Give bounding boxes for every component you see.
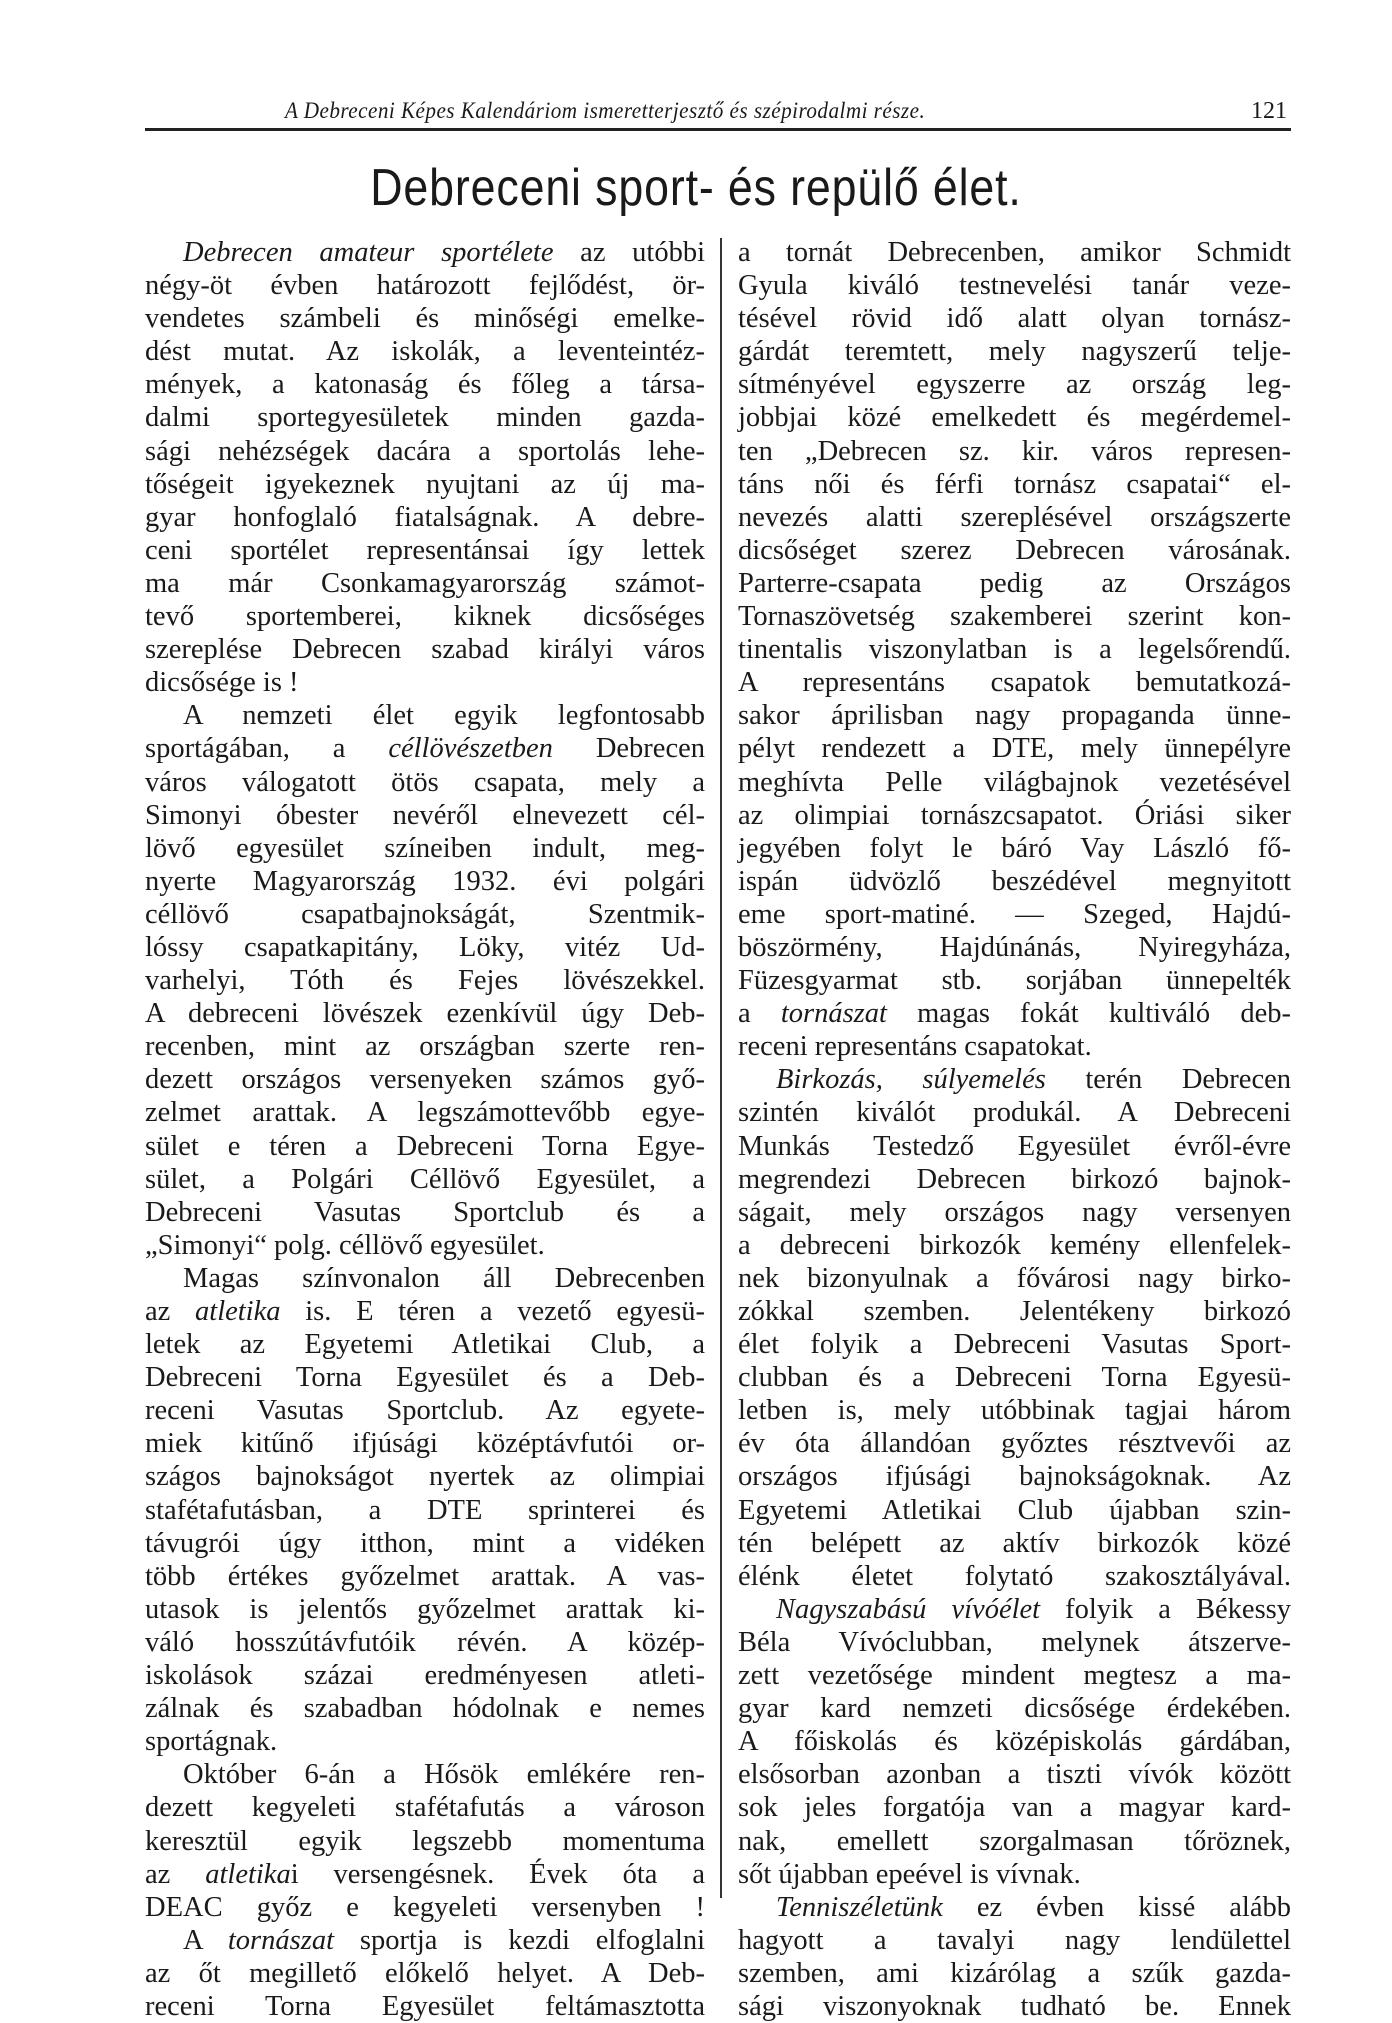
text-line: szereplése Debrecen szabad királyi város xyxy=(145,634,705,666)
text-line: táns női és férfi tornász csapatai“ el- xyxy=(738,468,1291,500)
text-line: DEAC győz e kegyeleti versenyben ! xyxy=(145,1891,705,1923)
text-line: ceni sportélet representánsai így lettek xyxy=(145,534,705,566)
text-line: céllövő csapatbajnokságát, Szentmik- xyxy=(145,898,705,930)
text-line: sági nehézségek dacára a sportolás lehe- xyxy=(145,435,705,467)
text-line: sület, a Polgári Céllövő Egyesület, a xyxy=(145,1163,705,1195)
text-line: letek az Egyetemi Atletikai Club, a xyxy=(145,1329,705,1361)
running-head xyxy=(145,98,1291,131)
text-line: gyar kard nemzeti dicsősége érdekében. xyxy=(738,1693,1291,1725)
text-line: élet folyik a Debreceni Vasutas Sport- xyxy=(738,1329,1291,1361)
right-column xyxy=(738,236,1291,2023)
text-line: Munkás Testedző Egyesület évről-évre xyxy=(738,1130,1291,1162)
text-line: tésével rövid idő alatt olyan tornász- xyxy=(738,303,1291,335)
text-line: iskolások százai eredményesen atleti- xyxy=(145,1660,705,1692)
text-line: hagyott a tavalyi nagy lendülettel xyxy=(738,1924,1291,1956)
text-line: sület e téren a Debreceni Torna Egye- xyxy=(145,1130,705,1162)
text-line: országos ifjúsági bajnokságoknak. Az xyxy=(738,1461,1291,1493)
text-line: nek bizonyulnak a fővárosi nagy birko- xyxy=(738,1262,1291,1294)
text-line: zelmet arattak. A legszámottevőbb egye- xyxy=(145,1097,705,1129)
text-line: dést mutat. Az iskolák, a leventeintéz- xyxy=(145,336,705,368)
text-line: receni representáns csapatokat. xyxy=(738,1031,1092,1063)
text-line: pélyt rendezett a DTE, mely ünnepélyre xyxy=(738,733,1291,765)
text-line: sok jeles forgatója van a magyar kard- xyxy=(738,1792,1291,1824)
text-line: év óta állandóan győztes résztvevői az xyxy=(738,1428,1291,1460)
text-line: ten „Debrecen sz. kir. város represen- xyxy=(738,435,1291,467)
text-line: dicsősége is ! xyxy=(145,667,299,699)
text-line: város válogatott ötös csapata, mely a xyxy=(145,766,705,798)
text-line: A főiskolás és középiskolás gárdában, xyxy=(738,1726,1291,1758)
text-line: miek kitűnő ifjúsági középtávfutói or- xyxy=(145,1428,705,1460)
text-line: mények, a katonaság és főleg a társa- xyxy=(145,369,705,401)
text-line: eme sport-matiné. — Szeged, Hajdú- xyxy=(738,898,1291,930)
text-line: receni Torna Egyesület feltámasztotta xyxy=(145,1990,705,2022)
text-line: A tornászat sportja is kezdi elfoglalni xyxy=(183,1924,705,1956)
text-line: A nemzeti élet egyik legfontosabb xyxy=(183,700,705,732)
text-line: szintén kiválót produkál. A Debreceni xyxy=(738,1097,1291,1129)
text-line: Egyetemi Atletikai Club újabban szin- xyxy=(738,1494,1291,1526)
text-line: gyar honfoglaló fiatalságnak. A debre- xyxy=(145,501,705,533)
text-line: Debreceni Vasutas Sportclub és a xyxy=(145,1196,705,1228)
text-line: Magas színvonalon áll Debrecenben xyxy=(183,1262,705,1294)
text-line: varhelyi, Tóth és Fejes lövészekkel. xyxy=(145,965,705,997)
text-line: szágos bajnokságot nyertek az olimpiai xyxy=(145,1461,705,1493)
text-line: nyerte Magyarország 1932. évi polgári xyxy=(145,865,705,897)
text-line: sportágnak. xyxy=(145,1726,278,1758)
column-divider xyxy=(720,238,722,1898)
text-line: az atletika is. E téren a vezető egyesü- xyxy=(145,1296,705,1327)
text-line: Nagyszabású vívóélet folyik a Békessy xyxy=(776,1593,1292,1625)
text-line: Birkozás, súlyemelés terén Debrecen xyxy=(776,1064,1291,1096)
text-line: távugrói úgy itthon, mint a vidéken xyxy=(145,1527,705,1559)
text-line: tevő sportemberei, kiknek dicsőséges xyxy=(145,601,705,633)
page-number: 121 xyxy=(1251,98,1287,124)
text-line: Simonyi óbester nevéről elnevezett cél- xyxy=(145,799,705,831)
text-line: ma már Csonkamagyarország számot- xyxy=(145,567,705,599)
text-line: dezett országos versenyeken számos győ- xyxy=(145,1064,705,1096)
text-line: ságait, mely országos nagy versenyen xyxy=(738,1196,1291,1228)
text-line: négy-öt évben határozott fejlődést, ör- xyxy=(145,270,705,302)
text-line: a debreceni birkozók kemény ellenfelek- xyxy=(738,1229,1291,1261)
text-line: Október 6-án a Hősök emlékére ren- xyxy=(183,1759,705,1791)
text-line: több értékes győzelmet arattak. A vas- xyxy=(145,1560,705,1592)
text-line: a tornászat magas fokát kultiváló deb- xyxy=(738,998,1291,1030)
text-line: sakor áprilisban nagy propaganda ünne- xyxy=(738,700,1291,732)
text-line: meghívta Pelle világbajnok vezetésével xyxy=(738,766,1291,798)
text-line: dezett kegyeleti stafétafutás a városon xyxy=(145,1792,705,1824)
text-line: zett vezetősége mindent megtesz a ma- xyxy=(738,1660,1291,1692)
text-line: az őt megillető előkelő helyet. A Deb- xyxy=(145,1957,705,1989)
text-line: lóssy csapatkapitány, Löky, vitéz Ud- xyxy=(145,931,705,963)
text-line: nak, emellett szorgalmasan tőröznek, xyxy=(738,1825,1291,1857)
text-line: „Simonyi“ polg. céllövő egyesület. xyxy=(145,1229,545,1261)
left-column xyxy=(145,236,705,2023)
text-line: clubban és a Debreceni Torna Egyesü- xyxy=(738,1362,1291,1394)
text-line: Debreceni Torna Egyesület és a Deb- xyxy=(145,1362,705,1394)
text-line: stafétafutásban, a DTE sprinterei és xyxy=(145,1494,705,1526)
text-line: dalmi sportegyesületek minden gazda- xyxy=(145,402,705,434)
text-line: szemben, ami kizárólag a szűk gazda- xyxy=(738,1957,1291,1989)
text-line: zókkal szemben. Jelentékeny birkozó xyxy=(738,1296,1291,1327)
text-line: Béla Vívóclubban, melynek átszerve- xyxy=(738,1626,1291,1658)
text-line: Tornaszövetség szakemberei szerint kon- xyxy=(738,601,1291,633)
text-line: Gyula kiváló testnevelési tanár veze- xyxy=(738,270,1291,302)
text-line: sportágában, a céllövészetben Debrecen xyxy=(145,733,705,765)
text-line: utasok is jelentős győzelmet arattak ki- xyxy=(145,1593,705,1625)
text-line: megrendezi Debrecen birkozó bajnok- xyxy=(738,1163,1291,1195)
text-line: váló hosszútávfutóik révén. A közép- xyxy=(145,1626,705,1658)
text-line: vendetes számbeli és minőségi emelke- xyxy=(145,303,705,335)
text-line: az olimpiai tornászcsapatot. Óriási siker xyxy=(738,799,1291,831)
text-line: böszörmény, Hajdúnánás, Nyiregyháza, xyxy=(738,931,1291,963)
text-line: sági viszonyoknak tudható be. Ennek xyxy=(738,1990,1291,2022)
text-line: sőt újabban epeével is vívnak. xyxy=(738,1858,1081,1890)
text-line: az atletikai versengésnek. Évek óta a xyxy=(145,1858,705,1890)
text-line: Parterre-csapata pedig az Országos xyxy=(738,567,1291,599)
text-line: A debreceni lövészek ezenkívül úgy Deb- xyxy=(145,998,705,1030)
text-line: Füzesgyarmat stb. sorjában ünnepelték xyxy=(738,965,1291,997)
text-line: gárdát teremtett, mely nagyszerű telje- xyxy=(738,336,1291,368)
text-line: zálnak és szabadban hódolnak e nemes xyxy=(145,1693,705,1725)
text-line: lövő egyesület színeiben indult, meg- xyxy=(145,832,705,864)
text-line: keresztül egyik legszebb momentuma xyxy=(145,1825,705,1857)
text-line: recenben, mint az országban szerte ren- xyxy=(145,1031,705,1063)
text-line: sítményével egyszerre az ország leg- xyxy=(738,369,1291,401)
text-line: tőségeit igyekeznek nyujtani az új ma- xyxy=(145,468,705,500)
text-line: jegyében folyt le báró Vay László fő- xyxy=(738,832,1291,864)
text-line: tinentalis viszonylatban is a legelsőrendű. xyxy=(738,634,1291,666)
text-line: a tornát Debrecenben, amikor Schmidt xyxy=(738,237,1291,268)
text-line: jobbjai közé emelkedett és megérdemel- xyxy=(738,402,1291,434)
text-line: Debrecen amateur sportélete az utóbbi xyxy=(183,237,706,268)
text-line: letben is, mely utóbbinak tagjai három xyxy=(738,1395,1291,1427)
text-line: ispán üdvözlő beszédével megnyitott xyxy=(738,865,1291,897)
text-line: elsősorban azonban a tiszti vívók között xyxy=(738,1759,1291,1791)
text-line: dicsőséget szerez Debrecen városának. xyxy=(738,534,1291,566)
text-line: Tenniszéletünk ez évben kissé alább xyxy=(776,1891,1291,1923)
text-line: élénk életet folytató szakosztályával. xyxy=(738,1560,1291,1592)
article-title: Debreceni sport- és repülő élet. xyxy=(370,159,1022,217)
running-head-text: A Debreceni Képes Kalendáriom ismeretterjesztő és szépirodalmi része. xyxy=(285,98,926,123)
text-line: receni Vasutas Sportclub. Az egyete- xyxy=(145,1395,705,1427)
text-line: A representáns csapatok bemutatkozá- xyxy=(738,667,1291,699)
text-line: tén belépett az aktív birkozók közé xyxy=(738,1527,1291,1559)
text-line: nevezés alatti szereplésével országszerte xyxy=(738,501,1291,533)
